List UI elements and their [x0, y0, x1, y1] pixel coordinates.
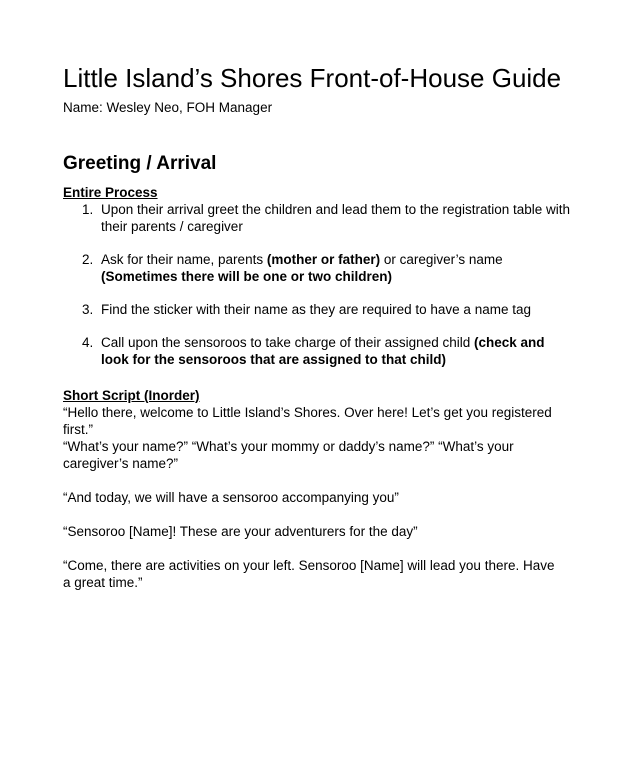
step-number: 3. [82, 302, 94, 317]
process-step [63, 334, 573, 368]
script-line: “Come, there are activities on your left. Sensoroo [Name] will lead you there. Have a great time.” [63, 558, 555, 590]
script-line: “What’s your name?” “What’s your mommy or daddy’s name?” “What’s your caregiver’s name?” [63, 439, 514, 471]
script-line: “And today, we will have a sensoroo accompanying you” [63, 490, 399, 505]
step-text: Upon their arrival greet the children and lead them to the registration table with their parents / caregiver [101, 202, 571, 234]
author-name-line: Name: Wesley Neo, FOH Manager [63, 100, 273, 115]
step-text: or caregiver’s name [380, 252, 503, 267]
step-number: 4. [82, 335, 94, 350]
process-step [63, 301, 573, 318]
step-text: Ask for their name, parents [101, 252, 267, 267]
script-line: “Sensoroo [Name]! These are your adventurers for the day” [63, 524, 418, 539]
process-step [63, 251, 573, 285]
section-heading: Greeting / Arrival [63, 153, 217, 174]
script-heading: Short Script (Inorder) [63, 388, 200, 403]
process-step [63, 201, 573, 235]
document-title: Little Island’s Shores Front-of-House Guide [63, 63, 562, 93]
step-text-bold: (check and look for the sensoroos that are assigned to that child) [101, 335, 545, 367]
step-text-bold: (mother or father) [266, 252, 381, 267]
step-text-bold: (Sometimes there will be one or two children) [101, 269, 393, 284]
step-number: 2. [82, 252, 94, 267]
process-heading: Entire Process [63, 185, 158, 200]
step-text: Call upon the sensoroos to take charge of their assigned child [101, 335, 474, 350]
script-line: “Hello there, welcome to Little Island’s Shores. Over here! Let’s get you registered first.” [63, 405, 552, 437]
step-number: 1. [82, 202, 94, 217]
step-text: Find the sticker with their name as they are required to have a name tag [101, 302, 531, 317]
process-steps-list [63, 201, 573, 384]
